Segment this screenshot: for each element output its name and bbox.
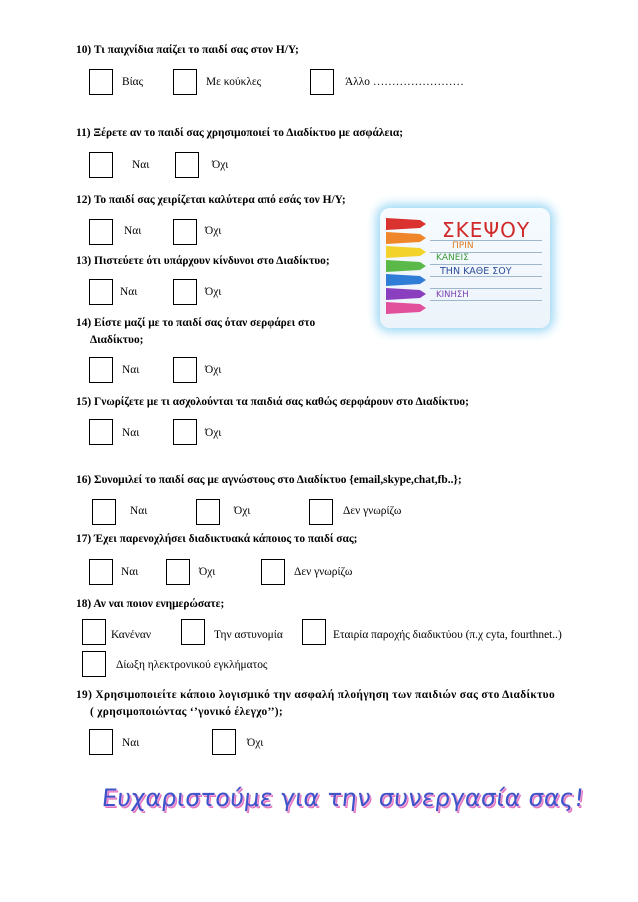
q13-label-no: Όχι: [205, 286, 222, 298]
q10-checkbox-violence[interactable]: [89, 69, 113, 95]
q16-checkbox-yes[interactable]: [92, 499, 116, 525]
question-14-title-cont: Διαδίκτυο;: [90, 334, 144, 346]
q15-label-yes: Ναι: [122, 427, 140, 439]
logo-line-3: ΤΗΝ ΚΑΘΕ ΣΟΥ: [440, 266, 512, 277]
question-10-title: 10) Τι παιχνίδια παίζει το παιδί σας στον Η/Υ;: [76, 44, 299, 56]
q16-checkbox-dont-know[interactable]: [309, 499, 333, 525]
q19-label-yes: Ναι: [122, 737, 140, 749]
q17-checkbox-yes[interactable]: [89, 559, 113, 585]
q10-label-other: Άλλο ……………………: [345, 76, 464, 88]
logo-line-1: ΠΡΙΝ: [452, 241, 474, 251]
q11-checkbox-yes[interactable]: [89, 152, 113, 178]
q13-checkbox-yes[interactable]: [89, 279, 113, 305]
q18-label-police: Την αστυνομία: [214, 629, 283, 641]
question-18-title: 18) Αν ναι ποιον ενημερώσατε;: [76, 598, 225, 610]
q13-checkbox-no[interactable]: [173, 279, 197, 305]
logo-line-4: ΚΙΝΗΣΗ: [436, 290, 469, 300]
q18-checkbox-cybercrime[interactable]: [82, 651, 106, 677]
q16-label-no: Όχι: [234, 505, 251, 517]
q18-checkbox-police[interactable]: [181, 619, 205, 645]
question-19-title-cont: ( χρησιμοποιώντας ‘’γονικό έλεγχο’’);: [90, 706, 283, 718]
q15-label-no: Όχι: [205, 427, 222, 439]
q16-label-dont-know: Δεν γνωρίζω: [343, 505, 402, 517]
q17-label-yes: Ναι: [121, 566, 139, 578]
q15-checkbox-yes[interactable]: [89, 419, 113, 445]
q18-label-cybercrime: Δίωξη ηλεκτρονικού εγκλήματος: [116, 659, 268, 671]
question-11-title: 11) Ξέρετε αν το παιδί σας χρησιμοποιεί το Διαδίκτυο με ασφάλεια;: [76, 127, 404, 139]
question-15-title: 15) Γνωρίζετε με τι ασχολούνται τα παιδιά σας καθώς σερφάρουν στο Διαδίκτυο;: [76, 396, 469, 408]
think-before-logo: [380, 208, 550, 328]
q10-label-violence: Βίας: [122, 76, 144, 88]
q15-checkbox-no[interactable]: [173, 419, 197, 445]
q16-checkbox-no[interactable]: [196, 499, 220, 525]
q14-checkbox-no[interactable]: [173, 357, 197, 383]
q17-checkbox-dont-know[interactable]: [261, 559, 285, 585]
q10-checkbox-other[interactable]: [310, 69, 334, 95]
q17-checkbox-no[interactable]: [166, 559, 190, 585]
q10-label-dolls: Με κούκλες: [206, 76, 262, 88]
q18-label-nobody: Κανέναν: [111, 629, 151, 641]
q12-checkbox-yes[interactable]: [89, 219, 113, 245]
logo-title: ΣΚΕΨΟΥ: [442, 218, 531, 242]
q19-label-no: Όχι: [247, 737, 264, 749]
q18-checkbox-nobody[interactable]: [82, 619, 106, 645]
question-13-title: 13) Πιστεύετε ότι υπάρχουν κίνδυνοι στο Διαδίκτυο;: [76, 255, 330, 267]
q17-label-dont-know: Δεν γνωρίζω: [294, 566, 353, 578]
q14-label-no: Όχι: [205, 364, 222, 376]
q12-label-no: Όχι: [205, 225, 222, 237]
q19-checkbox-yes[interactable]: [89, 729, 113, 755]
q11-checkbox-no[interactable]: [175, 152, 199, 178]
question-12-title: 12) Το παιδί σας χειρίζεται καλύτερα από εσάς τον Η/Υ;: [76, 194, 346, 206]
q14-label-yes: Ναι: [122, 364, 140, 376]
question-16-title: 16) Συνομιλεί το παιδί σας με αγνώστους στο Διαδίκτυο {email,skype,chat,fb..};: [76, 474, 462, 486]
q18-label-isp: Εταιρία παροχής διαδικτύου (π.χ cyta, fourthnet..): [333, 629, 562, 641]
question-19-title: 19) Χρησιμοποιείτε κάποιο λογισμικό την ασφαλή πλοήγηση των παιδιών σας στο Διαδίκτυο: [76, 689, 555, 701]
q11-label-no: Όχι: [212, 159, 229, 171]
q14-checkbox-yes[interactable]: [89, 357, 113, 383]
q10-checkbox-dolls[interactable]: [173, 69, 197, 95]
question-17-title: 17) Έχει παρενοχλήσει διαδικτυακά κάποιος το παιδί σας;: [76, 533, 358, 545]
q12-label-yes: Ναι: [124, 225, 142, 237]
q19-checkbox-no[interactable]: [212, 729, 236, 755]
question-14-title: 14) Είστε μαζί με το παιδί σας όταν σερφάρει στο: [76, 317, 316, 329]
q16-label-yes: Ναι: [130, 505, 148, 517]
q13-label-yes: Ναι: [120, 286, 138, 298]
logo-line-2: ΚΑΝΕΙΣ: [436, 253, 469, 263]
q12-checkbox-no[interactable]: [173, 219, 197, 245]
thank-you-banner: Ευχαριστούμε για την συνεργασία σας!: [100, 784, 586, 812]
q11-label-yes: Ναι: [132, 159, 150, 171]
q18-checkbox-isp[interactable]: [302, 619, 326, 645]
q17-label-no: Όχι: [199, 566, 216, 578]
